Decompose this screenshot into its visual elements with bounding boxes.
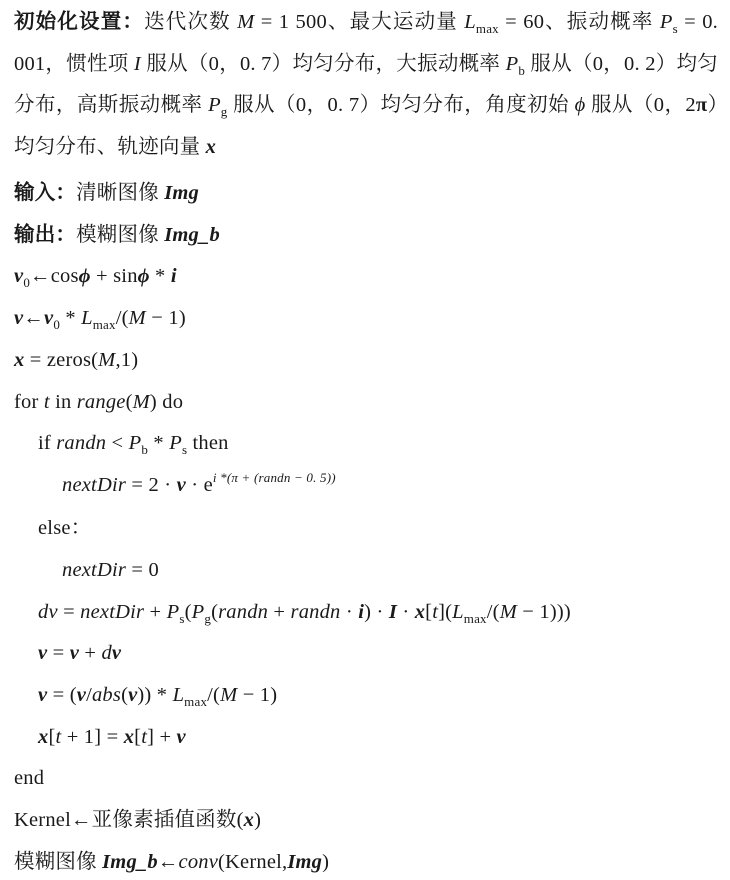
step-v-normalize: $v = (v/abs(v)) * L_{max}/(M - 1)$ [38, 684, 278, 709]
step-x-update: x[t + 1] = x[t] + v [38, 726, 186, 748]
step-for: for t in range(M) do [14, 391, 184, 413]
step-v0: $v_0\leftarrow\cos\phi + \sin\phi * i$ [14, 265, 177, 290]
init-paragraph: 初始化设置：迭代次数 M = 1 500、最大运动量 $L_{max} = 60$、振动概率 $P_s = 0$. 001，惯性项 I 服从（0，0. 7）均匀分布，大振动概率 $P_b$ 服从（0，0. 2）均匀分布，高斯振动概率 $P_g$ 服从（0，0. 7）均匀分布，角度初始 ϕ 服从（0，2π）均匀分布、轨迹向量 x [14, 11, 719, 158]
input-line: 输入：清晰图像 Img [14, 182, 200, 204]
step-nextdir-0: nextDir = 0 [62, 559, 159, 581]
step-if: if randn < $P_b * P_s$ then [38, 432, 229, 457]
step-x-init: x = zeros(M,1) [14, 349, 139, 371]
step-final: 模糊图像 Img_b←conv(Kernel,Img) [14, 851, 330, 873]
init-label: 初始化设置： [14, 11, 145, 33]
output-line: 输出：模糊图像 Img_b [14, 224, 220, 246]
step-v-update: v = v + dv [38, 642, 122, 664]
step-nextdir-1: nextDir = $2 \cdot v \cdot e^{i *(\pi + (randn - 0. 5))}$ [62, 470, 336, 496]
step-v: $v\leftarrow v_0 * L_{max}/(M - 1)$ [14, 307, 186, 332]
step-else: else： [38, 517, 92, 539]
step-dv: dv = nextDir + $P_s(P_g(randn$ + randn · $i) \cdot I \cdot x[t](L_{max}/(M - 1))$) [38, 601, 571, 626]
step-end: end [14, 767, 45, 789]
step-kernel: Kernel←亚像素插值函数(x) [14, 809, 262, 831]
